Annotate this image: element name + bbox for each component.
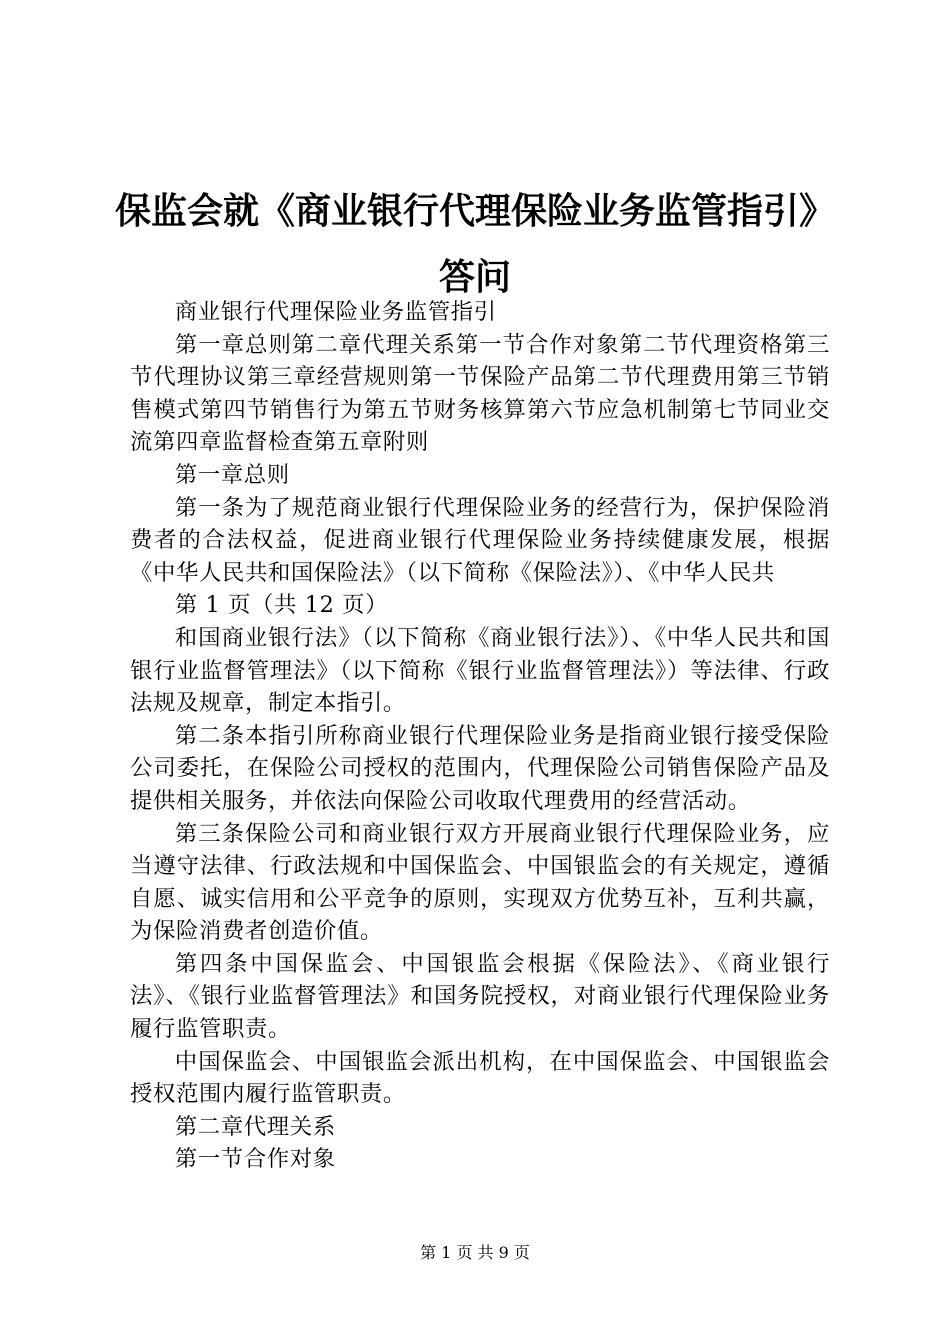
paragraph: 第一节合作对象 <box>174 1146 336 1173</box>
paragraph: 第二章代理关系 <box>174 1113 336 1140</box>
document-title: 保监会就《商业银行代理保险业务监管指引》答问 <box>114 190 835 298</box>
paragraph: 和国商业银行法》（以下简称《商业银行法》）、《中华人民共和国银行业监督管理法》（以下简称《银行业监督管理法》）等法律、行政法规及规章，制定本指引。 <box>130 624 830 717</box>
inline-page-marker: 第 1 页（共 12 页） <box>174 592 389 619</box>
paragraph: 第一章总则 <box>174 461 290 488</box>
paragraph: 第一章总则第二章代理关系第一节合作对象第二节代理资格第三节代理协议第三章经营规则第一节保险产品第二节代理费用第三节销售模式第四节销售行为第五节财务核算第六节应急机制第七节同业交流第四章监督检查第五章附则 <box>130 331 830 456</box>
paragraph: 中国保监会、中国银监会派出机构，在中国保监会、中国银监会授权范围内履行监管职责。 <box>130 1048 830 1108</box>
page-footer: 第 1 页 共 9 页 <box>420 1243 530 1262</box>
paragraph: 第二条本指引所称商业银行代理保险业务是指商业银行接受保险公司委托，在保险公司授权的范围内，代理保险公司销售保险产品及提供相关服务，并依法向保险公司收取代理费用的经营活动。 <box>130 722 830 814</box>
document-body <box>130 296 830 1176</box>
paragraph: 第四条中国保监会、中国银监会根据《保险法》、《商业银行法》、《银行业监督管理法》和国务院授权，对商业银行代理保险业务履行监管职责。 <box>130 950 830 1043</box>
paragraph: 第一条为了规范商业银行代理保险业务的经营行为，保护保险消费者的合法权益，促进商业银行代理保险业务持续健康发展，根据《中华人民共和国保险法》（以下简称《保险法》）、《中华人民共 <box>130 494 830 586</box>
paragraph: 商业银行代理保险业务监管指引 <box>174 299 497 325</box>
paragraph: 第三条保险公司和商业银行双方开展商业银行代理保险业务，应当遵守法律、行政法规和中国保监会、中国银监会的有关规定，遵循自愿、诚实信用和公平竞争的原则，实现双方优势互补，互利共赢，为保险消费者创造价值。 <box>130 820 830 945</box>
